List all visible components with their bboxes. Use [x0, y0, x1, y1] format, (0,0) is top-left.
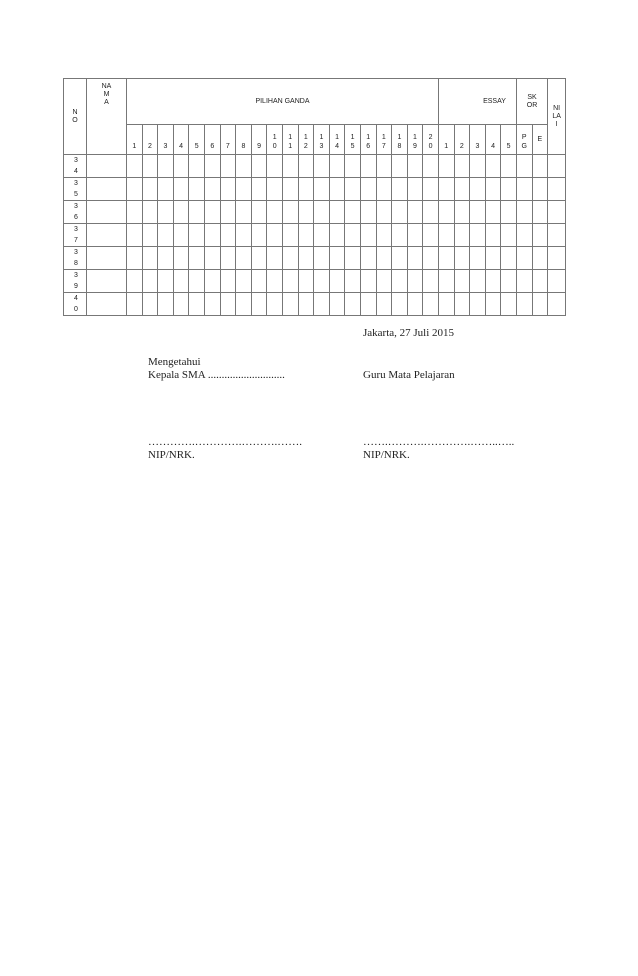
table-row	[64, 270, 566, 293]
row-number: 3 7	[64, 224, 87, 247]
pg-question-number: 6	[204, 125, 220, 155]
score-cell	[501, 224, 517, 247]
score-cell	[251, 155, 267, 178]
score-cell	[345, 155, 361, 178]
score-cell	[501, 293, 517, 316]
score-cell	[173, 270, 189, 293]
row-number: 3 4	[64, 155, 87, 178]
score-cell	[438, 293, 454, 316]
score-cell	[485, 247, 501, 270]
score-cell	[173, 178, 189, 201]
essay-question-number: 2	[454, 125, 470, 155]
score-cell	[267, 178, 283, 201]
score-cell	[282, 178, 298, 201]
score-cell	[314, 224, 330, 247]
score-cell	[516, 155, 532, 178]
score-cell	[376, 201, 392, 224]
header-skor-pg: P G	[516, 125, 532, 155]
header-skor-e: E	[532, 125, 548, 155]
score-cell	[189, 178, 205, 201]
score-cell	[501, 201, 517, 224]
score-cell	[532, 155, 548, 178]
table-header-row	[64, 79, 566, 125]
score-cell	[407, 293, 423, 316]
score-cell	[142, 201, 158, 224]
essay-question-number: 5	[501, 125, 517, 155]
name-cell	[87, 224, 127, 247]
pg-question-number: 1 8	[392, 125, 408, 155]
score-cell	[298, 224, 314, 247]
score-cell	[204, 178, 220, 201]
score-cell	[438, 155, 454, 178]
score-cell	[345, 224, 361, 247]
pg-question-number: 1 7	[376, 125, 392, 155]
score-cell	[407, 155, 423, 178]
score-cell	[298, 178, 314, 201]
score-cell	[329, 201, 345, 224]
score-cell	[251, 270, 267, 293]
table-number-row	[64, 125, 566, 155]
score-cell	[329, 178, 345, 201]
essay-question-number: 1	[438, 125, 454, 155]
score-cell	[127, 155, 143, 178]
score-cell	[376, 293, 392, 316]
score-cell	[158, 247, 174, 270]
teacher-signature-line: …….……….………….……..…..	[363, 436, 515, 448]
score-cell	[127, 247, 143, 270]
score-cell	[267, 247, 283, 270]
score-cell	[407, 247, 423, 270]
score-cell	[204, 224, 220, 247]
score-cell	[298, 201, 314, 224]
score-cell	[236, 178, 252, 201]
score-cell	[532, 224, 548, 247]
score-cell	[454, 247, 470, 270]
score-cell	[189, 224, 205, 247]
score-cell	[220, 247, 236, 270]
score-cell	[329, 224, 345, 247]
score-cell	[220, 178, 236, 201]
score-cell	[345, 178, 361, 201]
score-cell	[485, 201, 501, 224]
score-cell	[454, 293, 470, 316]
pg-question-number: 2	[142, 125, 158, 155]
score-cell	[532, 293, 548, 316]
table-row	[64, 178, 566, 201]
score-cell	[407, 224, 423, 247]
score-cell	[392, 201, 408, 224]
score-cell	[158, 155, 174, 178]
pg-question-number: 1	[127, 125, 143, 155]
score-cell	[548, 155, 566, 178]
score-cell	[376, 155, 392, 178]
name-cell	[87, 293, 127, 316]
score-cell	[376, 178, 392, 201]
score-cell	[345, 201, 361, 224]
pg-question-number: 1 9	[407, 125, 423, 155]
principal-label: Kepala SMA ............................	[148, 369, 285, 381]
acknowledge-label: Mengetahui	[148, 356, 201, 368]
score-cell	[516, 247, 532, 270]
principal-nip: NIP/NRK.	[148, 449, 195, 461]
score-cell	[470, 247, 486, 270]
score-cell	[548, 201, 566, 224]
score-cell	[314, 270, 330, 293]
score-cell	[204, 270, 220, 293]
name-cell	[87, 155, 127, 178]
score-cell	[329, 247, 345, 270]
pg-question-number: 9	[251, 125, 267, 155]
score-cell	[267, 270, 283, 293]
score-cell	[438, 201, 454, 224]
score-cell	[376, 247, 392, 270]
score-cell	[204, 247, 220, 270]
score-cell	[220, 155, 236, 178]
score-cell	[189, 247, 205, 270]
principal-signature-line: ………….………….……….…….	[148, 436, 302, 448]
score-cell	[454, 155, 470, 178]
score-cell	[142, 247, 158, 270]
score-cell	[127, 201, 143, 224]
row-number: 3 8	[64, 247, 87, 270]
name-cell	[87, 201, 127, 224]
score-cell	[236, 155, 252, 178]
score-cell	[392, 247, 408, 270]
score-cell	[392, 270, 408, 293]
score-table	[63, 78, 566, 316]
score-cell	[438, 247, 454, 270]
score-cell	[267, 155, 283, 178]
score-cell	[251, 224, 267, 247]
score-cell	[423, 178, 439, 201]
score-cell	[392, 178, 408, 201]
score-cell	[454, 224, 470, 247]
score-cell	[360, 201, 376, 224]
score-cell	[360, 224, 376, 247]
teacher-label: Guru Mata Pelajaran	[363, 369, 455, 381]
score-cell	[204, 155, 220, 178]
score-cell	[407, 201, 423, 224]
name-cell	[87, 270, 127, 293]
score-cell	[516, 224, 532, 247]
row-number: 3 6	[64, 201, 87, 224]
score-cell	[485, 178, 501, 201]
table-row	[64, 155, 566, 178]
score-cell	[532, 201, 548, 224]
score-cell	[142, 293, 158, 316]
score-cell	[423, 224, 439, 247]
score-cell	[220, 270, 236, 293]
score-cell	[454, 270, 470, 293]
score-cell	[158, 270, 174, 293]
score-cell	[236, 224, 252, 247]
pg-question-number: 3	[158, 125, 174, 155]
pg-question-number: 1 3	[314, 125, 330, 155]
header-nilai: NI LA I	[548, 79, 566, 155]
header-no: N O	[64, 79, 87, 155]
score-cell	[189, 155, 205, 178]
score-cell	[314, 293, 330, 316]
score-cell	[360, 293, 376, 316]
score-cell	[173, 247, 189, 270]
table-row	[64, 293, 566, 316]
score-cell	[501, 247, 517, 270]
table-row	[64, 201, 566, 224]
score-cell	[314, 155, 330, 178]
score-cell	[407, 178, 423, 201]
score-cell	[220, 224, 236, 247]
score-cell	[282, 293, 298, 316]
score-cell	[204, 293, 220, 316]
score-cell	[423, 155, 439, 178]
score-cell	[236, 201, 252, 224]
score-cell	[548, 224, 566, 247]
score-cell	[438, 178, 454, 201]
table-row	[64, 224, 566, 247]
score-cell	[345, 293, 361, 316]
score-cell	[158, 178, 174, 201]
score-cell	[470, 270, 486, 293]
score-cell	[548, 270, 566, 293]
score-cell	[485, 155, 501, 178]
teacher-nip: NIP/NRK.	[363, 449, 410, 461]
score-cell	[423, 293, 439, 316]
table-row	[64, 247, 566, 270]
row-number: 3 5	[64, 178, 87, 201]
score-cell	[329, 270, 345, 293]
score-cell	[298, 155, 314, 178]
pg-question-number: 1 6	[360, 125, 376, 155]
score-cell	[314, 247, 330, 270]
name-cell	[87, 178, 127, 201]
score-cell	[282, 201, 298, 224]
score-cell	[251, 201, 267, 224]
score-cell	[516, 270, 532, 293]
score-cell	[501, 270, 517, 293]
score-cell	[282, 270, 298, 293]
essay-question-number: 3	[470, 125, 486, 155]
pg-question-number: 8	[236, 125, 252, 155]
score-cell	[220, 201, 236, 224]
pg-question-number: 5	[189, 125, 205, 155]
score-cell	[470, 293, 486, 316]
score-cell	[251, 247, 267, 270]
score-cell	[267, 201, 283, 224]
score-cell	[516, 201, 532, 224]
score-cell	[251, 293, 267, 316]
score-cell	[127, 293, 143, 316]
score-cell	[532, 270, 548, 293]
score-cell	[360, 247, 376, 270]
score-cell	[251, 178, 267, 201]
score-cell	[189, 270, 205, 293]
score-cell	[127, 178, 143, 201]
pg-question-number: 7	[220, 125, 236, 155]
score-cell	[298, 270, 314, 293]
score-cell	[423, 201, 439, 224]
score-cell	[314, 201, 330, 224]
score-cell	[501, 155, 517, 178]
pg-question-number: 1 0	[267, 125, 283, 155]
header-pilihan-ganda: PILIHAN GANDA	[127, 79, 439, 125]
score-cell	[423, 247, 439, 270]
pg-question-number: 2 0	[423, 125, 439, 155]
score-cell	[173, 293, 189, 316]
score-cell	[189, 293, 205, 316]
score-cell	[267, 293, 283, 316]
score-cell	[548, 293, 566, 316]
score-cell	[173, 201, 189, 224]
score-cell	[329, 293, 345, 316]
score-cell	[532, 247, 548, 270]
score-cell	[329, 155, 345, 178]
score-cell	[376, 224, 392, 247]
essay-question-number: 4	[485, 125, 501, 155]
score-cell	[548, 247, 566, 270]
score-cell	[532, 178, 548, 201]
score-cell	[204, 201, 220, 224]
place-date: Jakarta, 27 Juli 2015	[363, 327, 455, 339]
score-cell	[142, 155, 158, 178]
score-cell	[158, 224, 174, 247]
pg-question-number: 4	[173, 125, 189, 155]
pg-question-number: 1 2	[298, 125, 314, 155]
score-cell	[236, 270, 252, 293]
score-cell	[485, 293, 501, 316]
score-cell	[142, 270, 158, 293]
score-cell	[516, 293, 532, 316]
score-cell	[220, 293, 236, 316]
score-cell	[470, 224, 486, 247]
score-cell	[189, 201, 205, 224]
score-cell	[376, 270, 392, 293]
score-cell	[314, 178, 330, 201]
score-cell	[142, 224, 158, 247]
score-cell	[127, 224, 143, 247]
score-cell	[485, 224, 501, 247]
name-cell	[87, 247, 127, 270]
score-cell	[392, 155, 408, 178]
score-cell	[470, 155, 486, 178]
score-cell	[470, 178, 486, 201]
header-nama: NA M A	[87, 79, 127, 155]
score-cell	[548, 178, 566, 201]
score-cell	[454, 178, 470, 201]
score-cell	[485, 270, 501, 293]
score-cell	[392, 224, 408, 247]
score-cell	[127, 270, 143, 293]
score-cell	[282, 155, 298, 178]
score-cell	[360, 270, 376, 293]
score-cell	[298, 247, 314, 270]
pg-question-number: 1 1	[282, 125, 298, 155]
score-cell	[267, 224, 283, 247]
score-cell	[423, 270, 439, 293]
score-cell	[360, 178, 376, 201]
pg-question-number: 1 4	[329, 125, 345, 155]
pg-question-number: 1 5	[345, 125, 361, 155]
score-cell	[454, 201, 470, 224]
score-cell	[173, 224, 189, 247]
score-cell	[158, 293, 174, 316]
header-skor: SK OR	[516, 79, 547, 125]
score-cell	[298, 293, 314, 316]
score-cell	[470, 201, 486, 224]
score-cell	[158, 201, 174, 224]
score-cell	[282, 247, 298, 270]
row-number: 4 0	[64, 293, 87, 316]
score-cell	[345, 270, 361, 293]
score-cell	[345, 247, 361, 270]
score-cell	[173, 155, 189, 178]
score-cell	[516, 178, 532, 201]
score-cell	[501, 178, 517, 201]
score-cell	[407, 270, 423, 293]
score-cell	[392, 293, 408, 316]
score-cell	[282, 224, 298, 247]
score-cell	[236, 293, 252, 316]
header-essay: ESSAY	[438, 79, 516, 125]
score-cell	[360, 155, 376, 178]
score-cell	[142, 178, 158, 201]
score-cell	[236, 247, 252, 270]
score-cell	[438, 270, 454, 293]
score-cell	[438, 224, 454, 247]
row-number: 3 9	[64, 270, 87, 293]
